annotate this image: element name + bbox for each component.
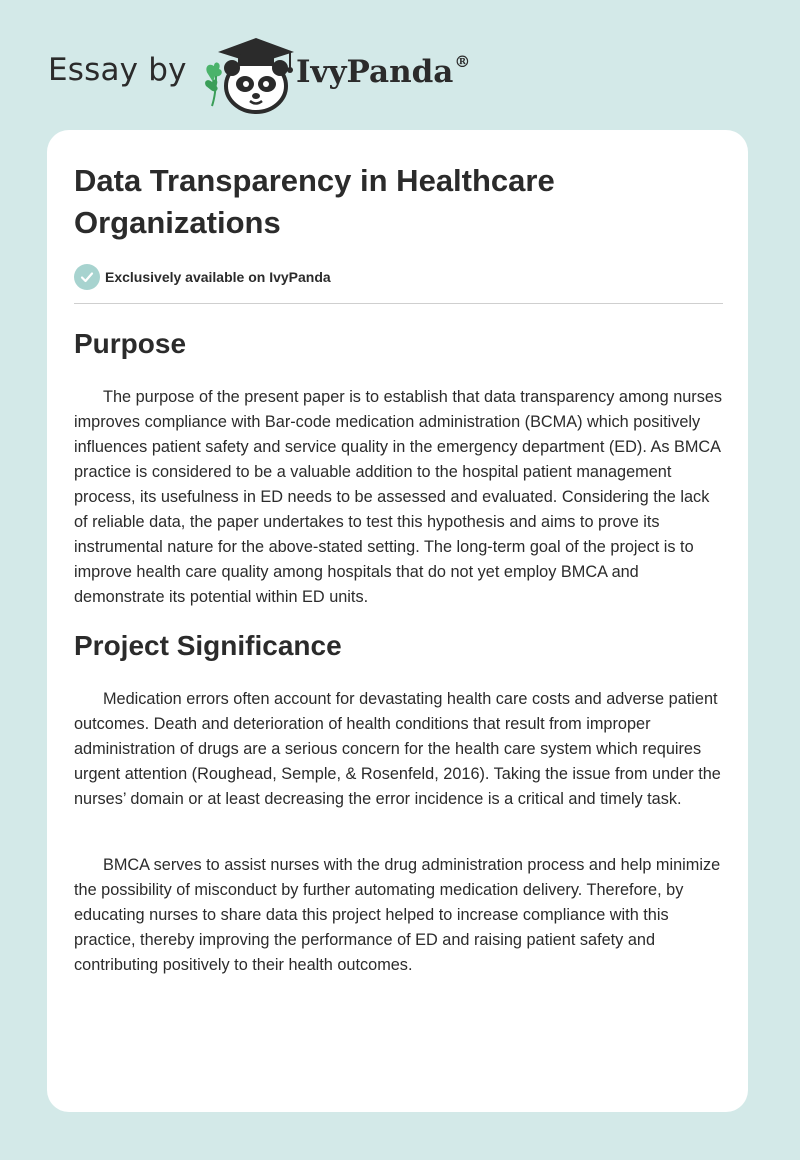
check-icon	[74, 264, 100, 290]
badge-label: Exclusively available on IvyPanda	[105, 269, 331, 285]
section-heading: Project Significance	[74, 630, 342, 661]
site-header	[48, 34, 748, 114]
panda-logo-icon[interactable]	[202, 34, 298, 114]
divider	[74, 303, 723, 304]
essay-by-label: Essay by	[48, 52, 187, 88]
section-heading: Purpose	[74, 328, 187, 359]
section-paragraph: Medication errors often account for devastating health care costs and adverse patient outcomes. Death and deterioration of health conditions that result from improper administration of drugs are a serious concern for the health care system which requires urgent attention (Roughead, Semple, & Rosenfeld, 2016). Taking the issue from under the nurses’ domain or at least decreasing the error incidence is a critical and timely task.	[74, 690, 721, 808]
registered-mark: ®	[454, 51, 471, 71]
section-paragraph: The purpose of the present paper is to establish that data transparency among nurses improves compliance with Bar-code medication administration (BCMA) which positively influences patient safety and service quality in the emergency department (ED). As BMCA practice is considered to be a valuable addition to the hospital patient management process, its usefulness in ED needs to be assessed and evaluated. Considering the lack of reliable data, the paper undertakes to test this hypothesis and aims to prove its instrumental nature for the above-stated setting. The long-term goal of the project is to improve health care quality among hospitals that do not yet employ BMCA and demonstrate its potential within ED units.	[74, 388, 723, 606]
exclusive-badge	[74, 263, 331, 291]
section-paragraph: BMCA serves to assist nurses with the drug administration process and help minimize the possibility of misconduct by further automating medication delivery. Therefore, by educating nurses to share data this project helped to increase compliance with this practice, thereby improving the performance of ED and raising patient safety and contributing positively to their health outcomes.	[74, 856, 721, 974]
article-card	[47, 130, 748, 1112]
article-title: Data Transparency in Healthcare Organizations	[74, 163, 555, 240]
brand-name[interactable]: IvyPanda®	[296, 51, 471, 90]
